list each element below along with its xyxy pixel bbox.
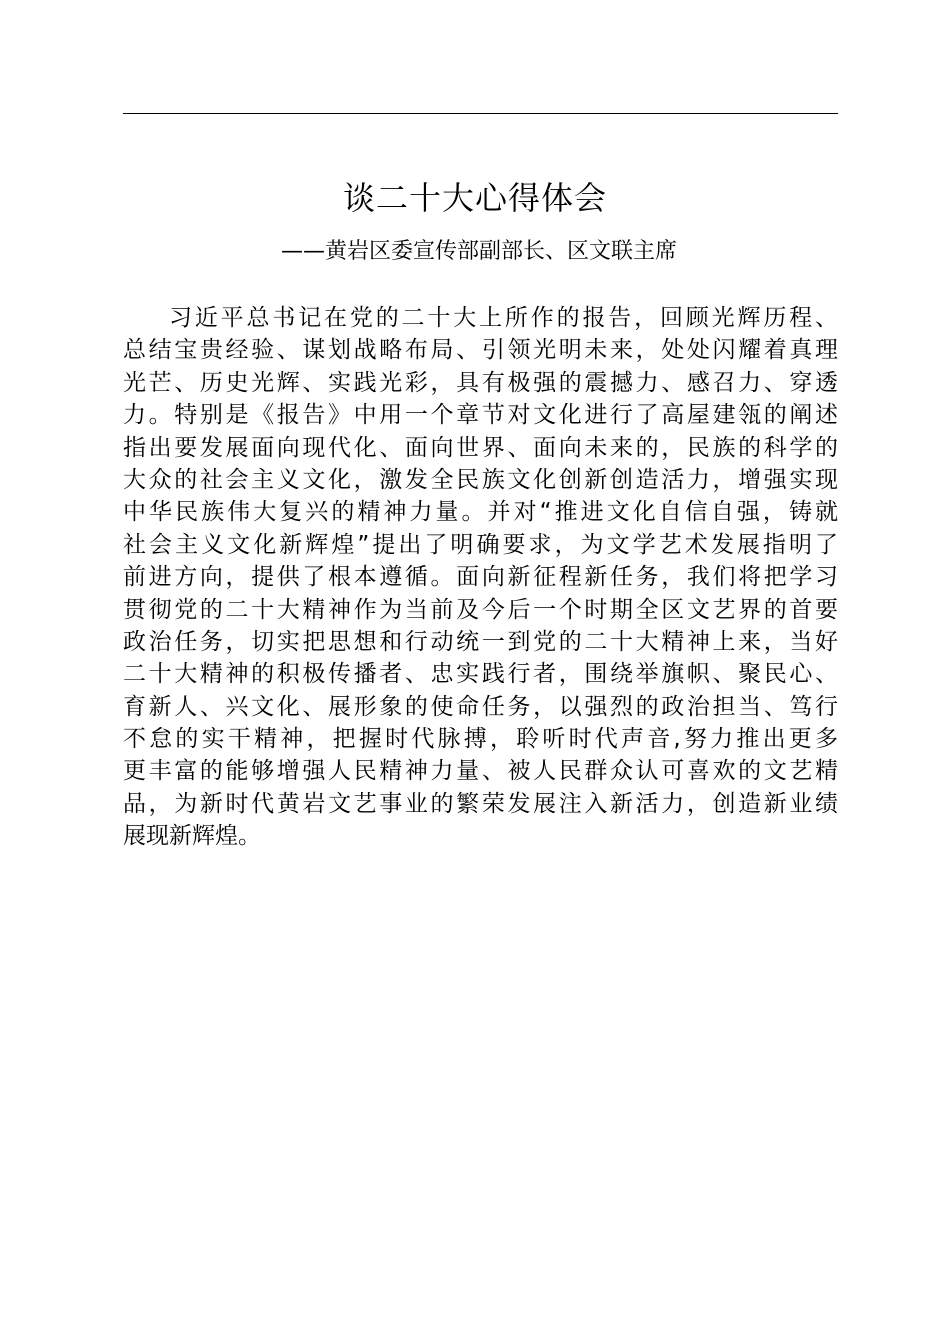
body-line: 育新人、兴文化、展形象的使命任务，以强烈的政治担当、笃行 (123, 693, 838, 720)
body-line: 力。特别是《报告》中用一个章节对文化进行了高屋建瓴的阐述 (123, 402, 838, 429)
body-paragraph (123, 302, 838, 853)
page-subtitle: ——黄岩区委宣传部副部长、区文联主席 (280, 239, 677, 264)
page-title: 谈二十大心得体会 (342, 179, 607, 217)
body-line: 展现新辉煌。 (123, 823, 261, 850)
body-line: 大众的社会主义文化，激发全民族文化创新创造活力，增强实现 (123, 466, 838, 493)
body-line: 二十大精神的积极传播者、忠实践行者，围绕举旗帜、聚民心、 (123, 661, 838, 688)
body-line: 习近平总书记在党的二十大上所作的报告，回顾光辉历程、 (169, 305, 838, 331)
body-line: 总结宝贵经验、谋划战略布局、引领光明未来，处处闪耀着真理 (123, 337, 838, 364)
body-line: 中华民族伟大复兴的精神力量。并对“推进文化自信自强，铸就 (123, 499, 838, 526)
body-line: 贯彻党的二十大精神作为当前及今后一个时期全区文艺界的首要 (123, 596, 838, 623)
body-line: 品，为新时代黄岩文艺事业的繁荣发展注入新活力，创造新业绩 (123, 790, 838, 817)
body-line: 更丰富的能够增强人民精神力量、被人民群众认可喜欢的文艺精 (123, 758, 838, 785)
body-line: 政治任务，切实把思想和行动统一到党的二十大精神上来，当好 (123, 628, 838, 655)
body-line: 不怠的实干精神，把握时代脉搏，聆听时代声音,努力推出更多 (123, 726, 838, 753)
header-rule (123, 113, 838, 114)
body-line: 社会主义文化新辉煌”提出了明确要求，为文学艺术发展指明了 (123, 531, 838, 558)
body-line: 前进方向，提供了根本遵循。面向新征程新任务，我们将把学习 (123, 564, 838, 591)
body-line: 指出要发展面向现代化、面向世界、面向未来的，民族的科学的 (123, 434, 838, 461)
body-line: 光芒、历史光辉、实践光彩，具有极强的震撼力、感召力、穿透 (123, 369, 838, 396)
